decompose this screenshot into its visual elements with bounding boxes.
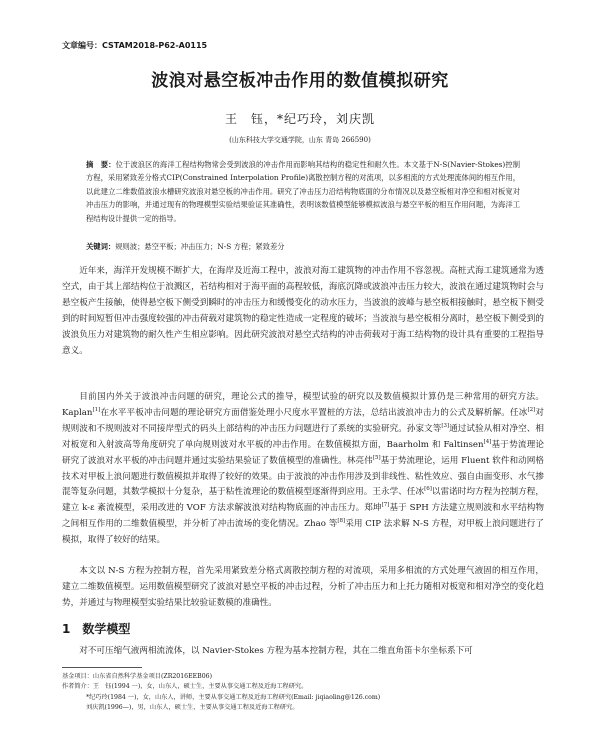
keywords xyxy=(86,242,520,252)
body-paragraph-3: 本文以 N-S 方程为控制方程，首先采用紧致差分格式离散控制方程的对流项，采用多相流的方式处理气液固的相互作用，建立二维数值模型。运用数值模型研究了波浪对悬空平板的冲击过程，分析了冲击压力和上托力随相对板宽和相对净空的变化趋势，并通过与物理模型实验结果比较验证数模的准确性。 xyxy=(62,566,544,608)
body-paragraph-1: 近年来，海洋开发规模不断扩大，在海岸及近海工程中，波浪对海工建筑物的冲击作用不容忽视。高桩式海工建筑通常为透空式，由于其上部结构位于浪溅区，若结构相对于海平面的高程较低，海底沉降或波浪冲击压力较大，波浪在通过建筑物时会与悬空板产生接触，使得悬空板下侧受到瞬时的冲击压力和缓慢变化的动水压力，当波浪的波峰与悬空板相接触时，悬空板下侧受到的时间短暂但冲击强度较强的冲击荷载对建筑物的稳定性造成一定程度的破坏；当波浪与悬空板相分离时，悬空板下侧受到的波浪负压力对建筑物的耐久性产生相应影响。因此研究波浪对悬空式结构的冲击荷载对于海工结构物的设计具有重要的工程指导意义。 xyxy=(62,266,544,356)
footnote-author-1: 作者简介：王 钰(1994 一)，女，山东人，硕士生，主要从事交通工程及近海工程研究。 xyxy=(62,683,308,691)
abstract-label: 摘 要： xyxy=(86,160,116,169)
para2-text: 对规则波和不规则波对不同接岸型式的码头上部结构的冲击压力问题进行了系统的实验研究。孙家文等 xyxy=(62,407,544,434)
para2-text: 基于势流理论，运用 Fluent 软件和动网格技术对甲板上浪问题进行数值模拟并取得了较好的效果。由于波浪的冲击作用涉及到非线性、粘性效应、强自由面变形、水气掺混等复杂问题，其数学模拟十分复杂，基于粘性流理论的数值模型逐渐得到应用。王永学、任冰 xyxy=(62,455,544,498)
section-heading xyxy=(62,620,130,637)
section-number: 1 xyxy=(62,622,71,636)
citation-ref: [8] xyxy=(337,518,346,525)
citation-ref: [6] xyxy=(424,486,432,493)
footnote-author-2: *纪巧玲(1984 一)，女，山东人，讲师，主要从事交通工程及近海工程研究(Email: jiqiaoling@126.com) xyxy=(86,693,381,701)
body-paragraph-2 xyxy=(62,390,544,549)
para2-text: 基于 SPH 方法建立规则波和水平结构物之间相互作用的二维数值模型，并分析了冲击流场的变化情况。Zhao 等 xyxy=(62,503,544,530)
citation-ref: [4] xyxy=(483,438,492,445)
article-number: 文章编号：CSTAM2018-P62-A0115 xyxy=(62,41,208,50)
para2-text: 基于势流理论研究了波浪对水平板的冲击问题并通过实验结果验证了数值模型的准确性。林亮伟 xyxy=(62,439,544,466)
citation-ref: [7] xyxy=(381,502,390,509)
citation-ref: [2] xyxy=(527,407,536,414)
citation-ref: [3] xyxy=(441,422,450,429)
paper-affiliation: (山东科技大学交通学院，山东 青岛 266590) xyxy=(229,136,371,144)
section-title: 数学模型 xyxy=(82,622,131,636)
para2-text: 目前国内外关于波浪冲击问题的研究，理论公式的推导，模型试验的研究以及数值模拟计算仍是三种常用的研究方法。Kaplan xyxy=(62,392,544,418)
keywords-label: 关键词： xyxy=(86,242,116,251)
footnote-author-3: 刘庆凯(1996—)，男，山东人，硕士生，主要从事交通工程及近海工程研究。 xyxy=(86,703,299,711)
body-paragraph-4: 对不可压缩气液两相流流体，以 Navier-Stokes 方程为基本控制方程，其在二维直角笛卡尔坐标系下可 xyxy=(79,646,473,656)
para2-text: 采用 CIP 法求解 N-S 方程，对甲板上浪问题进行了模拟，取得了较好的结果。 xyxy=(62,519,544,546)
paper-authors: 王 钰，*纪巧玲，刘庆凯 xyxy=(224,112,375,126)
footnote-fund: 基金项目：山东省自然科学基金项目(ZR2016EEB06) xyxy=(62,673,212,680)
footnote-divider xyxy=(62,667,142,668)
para2-text: 通过试验从相对净空、相对板宽和入射波高等角度研究了单向规则波对水平板的冲击作用。在数值模拟方面，Baarholm 和 Faltinsen xyxy=(62,423,544,450)
paper-title: 波浪对悬空板冲击作用的数值模拟研究 xyxy=(151,71,449,91)
keywords-text: 规则波；悬空平板；冲击压力；N-S 方程；紧致差分 xyxy=(115,242,285,251)
citation-ref: [1] xyxy=(92,407,101,414)
abstract-text: 位于波浪区的海洋工程结构物常会受到波浪的冲击作用而影响其结构的稳定性和耐久性。本文基于N-S(Navier-Stokes)控制方程，采用紧致差分格式CIP(Constrained Interpolation Profile)离散控制方程的对流项，以多相流的方式处理流体间的相互作用，以此建立二维数值波浪水槽研究波浪对悬空板的冲击作用。研究了冲击压力沿结构物底面的分布情况以及悬空板相对净空和相对板宽对冲击压力的影响，并通过现有的物理模型实验结果验证其准确性，表明该数值模型能够模拟波浪与悬空平板的相互作用问题，为海洋工程结构设计提供一定的指导。 xyxy=(86,160,521,223)
para2-text: 以雷诺时均方程为控制方程，建立 k-ε 紊流模型，采用改进的 VOF 方法求解波浪对结构物底面的冲击压力。郑坤 xyxy=(62,487,544,514)
citation-ref: [5] xyxy=(372,454,381,461)
footnotes xyxy=(62,672,544,713)
abstract xyxy=(86,158,520,225)
para2-text: 在水平平板冲击问题的理论研究方面借鉴处理小尺度水平置桩的方法，总结出波浪冲击力的公式及解析解。任冰 xyxy=(100,407,528,418)
